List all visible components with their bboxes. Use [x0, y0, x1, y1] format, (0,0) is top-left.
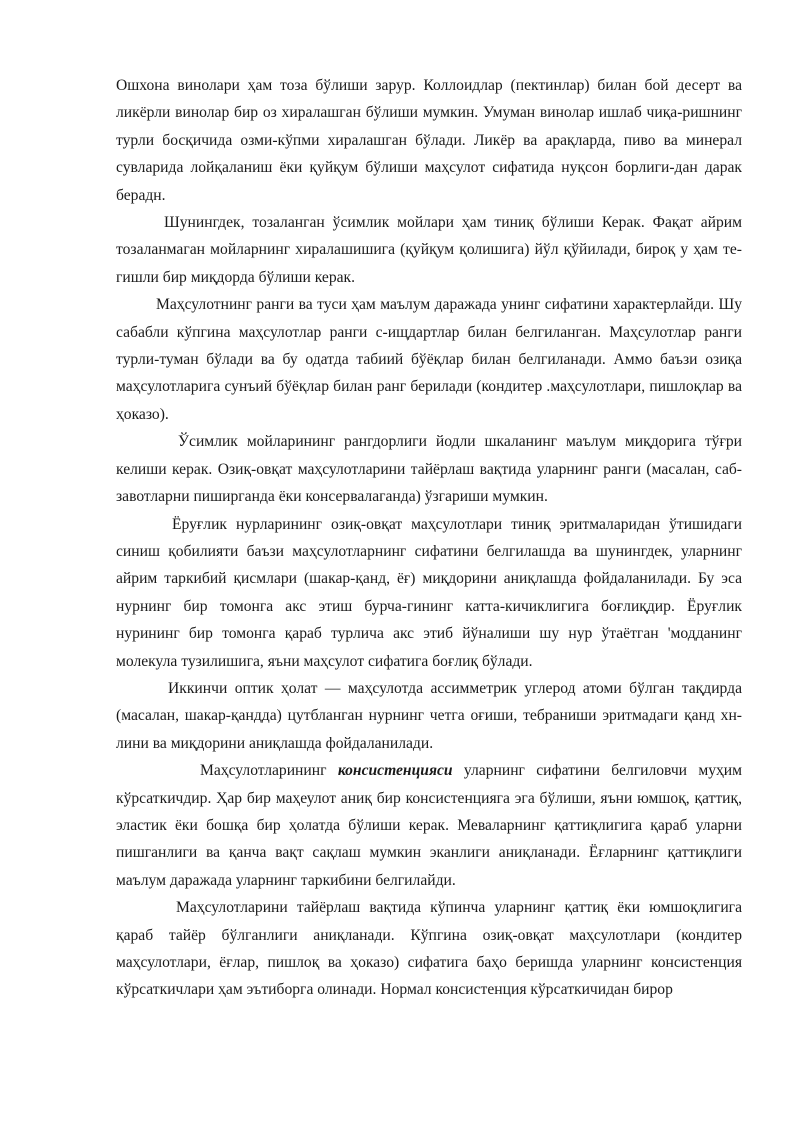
paragraph-oil-color-scale: Ўсимлик мойларининг рангдорлиги йодли шкаланинг маълум миқдорига тўғри келиши керак. Озиқ-овқат маҳсулотларини тайёрлаш вақтида уларнинг ранги (масалан, саб-завотларни пиширганда ёки консервалаганда) ўзгариши мумкин. — [116, 433, 742, 506]
paragraph-light-refraction: Ёруғлик нурларининг озиқ-овқат маҳсулотлари тиниқ эритмаларидан ўтишидаги синиш қобилияти баъзи маҳсулотларнинг сифатини белгилашда ва шунингдек, уларнинг айрим таркибий қисмлари (шакар-қанд, ёғ) миқдорини аниқлашда фойдаланилади. Бу эса нурнинг бир томонга акс этиш бурча-гининг катта-кичиклигига боғлиқдир. Ёруғлик нурининг бир томонга қараб турлича акс этиб йўналиши шу нур ўтаётган 'модданинг молекула тузилишига, яъни маҳсулот сифатига боғлиқ бўлади. — [116, 515, 742, 670]
paragraph-consistency — [116, 757, 742, 894]
paragraph-wine-clarity: Ошхона винолари ҳам тоза бўлиши зарур. Коллоидлар (пектинлар) билан бой десерт ва ликёрли винолар бир оз хиралашган бўлиши мумкин. Умуман винолар ишлаб чиқа-ришнинг турли босқичида озми-кўпми хиралашган бўлади. Ликёр ва арақларда, пиво ва минерал сувларида лойқаланиш ёки қуйқум бўлиши маҳсулот сифатида нуқсон борлиги-дан дарак берадн. — [116, 77, 742, 204]
consistency-body-text: уларнинг сифатини белгиловчи муҳим кўрсаткичдир. Ҳар бир маҳеулот аниқ бир консистенцияга эга бўлиши, яъни юмшоқ, қаттиқ, эластик ёки бошқа бир ҳолатда бўлиши керак. Меваларнинг қаттиқлигига қараб уларни пишганлиги ва қанча вақт сақлаш мумкин эканлиги аниқланади. Ёғларнинг қаттиқлиги маълум даражада уларнинг таркибини белгилайди. — [116, 762, 742, 889]
paragraph-product-color: Маҳсулотнинг ранги ва туси ҳам маълум даражада унинг сифатини характерлайди. Шу сабабли кўпгина маҳсулотлар ранги с-ищдартлар билан белгиланган. Маҳсулотлар ранги турли-туман бўлади ва бу одатда табиий бўёқлар билан белгиланади. Аммо баъзи озиқа маҳсулотларига сунъий бўёқлар билан ранг берилади (кондитер .маҳсулотлари, пишлоқлар ва ҳоказо). — [116, 296, 742, 423]
paragraph-preparation-firmness: Маҳсулотларини тайёрлаш вақтида кўпинча уларнинг қаттиқ ёки юмшоқлигига қараб тайёр бўлганлиги аниқланади. Кўпгина озиқ-овқат маҳсулотлари (кондитер маҳсулотлари, ёғлар, пишлоқ ва ҳоказо) сифатига баҳо беришда уларнинг консистенция кўрсаткичлари ҳам эътиборга олинади. Нормал консистенция кўрсаткичидан бирор — [116, 899, 742, 999]
consistency-term: консистенцияси — [337, 762, 453, 780]
paragraph-vegetable-oils: Шунингдек, тозаланган ўсимлик мойлари ҳам тиниқ бўлиши Керак. Фақат айрим тозаланмаган мойларнинг хиралашишига (қуйқум қолишига) йўл қўйилади, бироқ у ҳам те-гишли бир миқдорда бўлиши керак. — [116, 214, 742, 286]
consistency-lead-text: Маҳсулотларининг — [200, 762, 338, 780]
paragraph-optical-rotation: Иккинчи оптик ҳолат — маҳсулотда ассимметрик углерод атоми бўлган тақдирда (масалан, шакар-қандда) цутбланган нурнинг четга оғиши, тебраниши эритмадаги қанд хн-лини ва миқдорини аниқлашда фойдаланилади. — [116, 679, 742, 752]
